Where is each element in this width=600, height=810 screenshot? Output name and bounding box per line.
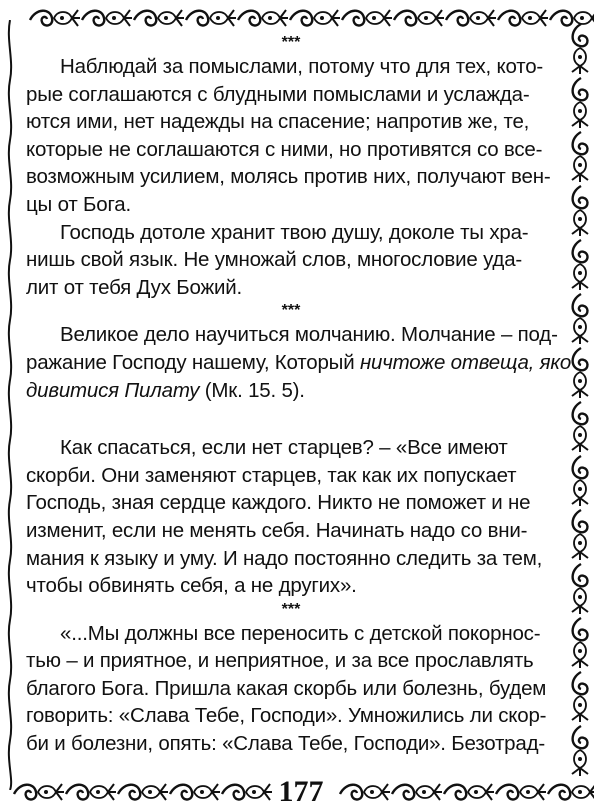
text-line: изменит, если не менять себя. Начинать надо со вни- xyxy=(26,518,528,542)
text-line: скорби. Они заменяют старцев, так как их попускает xyxy=(26,463,517,487)
text-line xyxy=(26,349,572,377)
ornamental-border-right xyxy=(566,22,596,782)
scroll-ornament-icon xyxy=(566,22,596,782)
text-line: Наблюдай за помыслами, потому что для тех, кото- xyxy=(60,55,544,78)
paragraph xyxy=(26,620,556,758)
ornamental-border-top xyxy=(8,4,594,34)
text-line: Как спасаться, если нет старцев? – «Все имеют xyxy=(60,436,508,460)
scripture-reference: (Мк. 15. 5). xyxy=(199,378,305,402)
text-line: мания к языку и уму. И надо постоянно следить за тем, xyxy=(26,546,543,570)
text-line: Господь, зная сердце каждого. Никто не поможет и не xyxy=(26,491,531,515)
text-line: би и болезни, опять: «Слава Тебе, Господи». Безотрад- xyxy=(26,732,545,756)
section-separator: *** xyxy=(281,600,301,618)
text-line: нишь свой язык. Не умножай слов, многословие уда- xyxy=(26,248,523,272)
scroll-ornament-icon xyxy=(8,4,594,34)
page-number: 177 xyxy=(275,777,327,807)
text-run: ражание Господу нашему, Который xyxy=(26,350,360,374)
paragraph xyxy=(26,219,556,302)
text-line: возможным усилием, молясь против них, получают вен- xyxy=(26,165,551,189)
text-line: «...Мы должны все переносить с детской покорнос- xyxy=(60,621,541,645)
text-line xyxy=(26,377,556,405)
text-line: чтобы обвинять себя, а не других». xyxy=(26,574,357,598)
text-line: рые соглашаются с блудными помыслами и услажда- xyxy=(26,82,530,106)
section-separator: *** xyxy=(281,34,301,51)
text-line: цы от Бога. xyxy=(26,192,131,216)
section-separator: *** xyxy=(281,302,301,320)
ornamental-border-left xyxy=(6,20,14,790)
text-line: говорить: «Слава Тебе, Господи». Умножились ли скор- xyxy=(26,704,547,728)
scripture-quote: дивитися Пилату xyxy=(26,378,200,402)
text-line: лит от тебя Дух Божий. xyxy=(26,275,243,299)
paragraph xyxy=(26,321,572,404)
vine-ornament-icon xyxy=(6,20,14,790)
text-line: которые не соглашаются с ними, но противятся со все- xyxy=(26,137,543,161)
text-line: Господь дотоле хранит твою душу, доколе ты хра- xyxy=(60,220,529,244)
text-line: ются ими, нет надежды на спасение; напротив же, те, xyxy=(26,110,530,134)
scripture-quote: ничтоже отвеща, яко xyxy=(359,350,572,374)
paragraph xyxy=(26,53,556,219)
text-line: Великое дело научиться молчанию. Молчание – под- xyxy=(60,323,558,347)
paragraph xyxy=(26,434,556,600)
page-body xyxy=(26,33,572,758)
text-line: тью – и приятное, и неприятное, и за все прославлять xyxy=(26,649,534,673)
text-line: благого Бога. Пришла какая скорбь или болезнь, будем xyxy=(26,676,547,700)
